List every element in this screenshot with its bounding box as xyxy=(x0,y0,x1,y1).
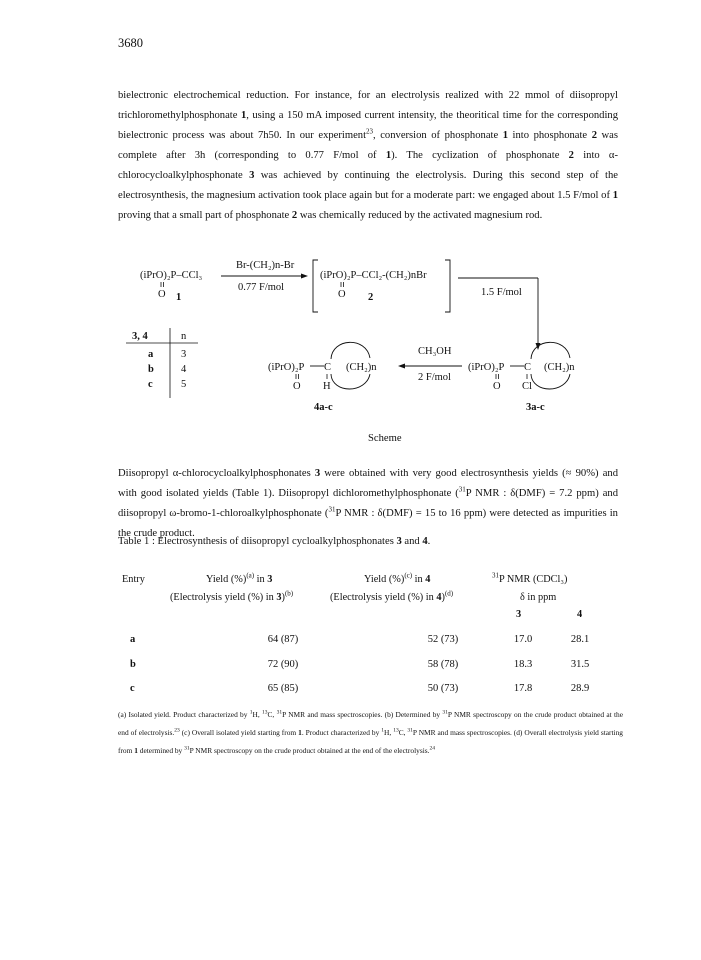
compound-3-label: 3a-c xyxy=(526,402,545,413)
text-span: (Electrolysis yield (%) in xyxy=(170,592,277,603)
compound-ref: 3 xyxy=(249,170,255,181)
isotope-superscript: 31 xyxy=(184,745,190,752)
footnote-mark: (c) xyxy=(404,571,413,580)
compound-3-carbon: C xyxy=(524,362,532,373)
compound-1-label: 1 xyxy=(176,292,182,303)
table-cell-entry: c xyxy=(130,683,135,694)
table-cell-nmr-3: 17.8 xyxy=(513,683,533,694)
ntable-header-n: n xyxy=(181,331,187,342)
compound-ref: 4 xyxy=(436,592,442,603)
reference-superscript: 23 xyxy=(174,727,180,734)
isotope-superscript: 31 xyxy=(407,727,413,734)
table-cell-yield-4: 58 (78) xyxy=(427,659,459,670)
condition-charge-2: 1.5 F/mol xyxy=(481,287,522,298)
text-span: P NMR spectroscopy on the crude product obtained at the end of electrolysis. xyxy=(118,710,623,737)
text-span: in xyxy=(412,574,426,585)
ntable-value-c: 5 xyxy=(181,379,187,390)
text-span: C, xyxy=(398,728,408,737)
compound-ref: 1 xyxy=(385,150,392,161)
isotope-superscript: 1 xyxy=(381,727,385,734)
isotope-superscript: 13 xyxy=(261,709,268,716)
paragraph-electrolysis-description xyxy=(118,86,618,226)
isotope-superscript: 1 xyxy=(249,709,253,716)
text-span: into phosphonate xyxy=(508,130,592,141)
text-span: P NMR : δ(DMF) = 7.2 ppm) and diisopropyl ω-bromo-1-chloroalkylphosphonate ( xyxy=(118,488,619,519)
footnote-mark: (b) xyxy=(284,589,294,598)
table-cell-entry: b xyxy=(130,659,136,670)
text-span: proving that a small part of phosphonate xyxy=(118,210,292,221)
compound-1-formula: (iPrO)₂P–CCl₃ xyxy=(140,270,203,281)
compound-ref: 1 xyxy=(240,110,247,121)
text-span: Table 1 : Electrosynthesis of diisopropyl cycloalkylphosphonates xyxy=(118,536,397,547)
text-span: were obtained with very good electrosynthesis yields (≈ 90%) and with good isolated yields (Table 1). Diisopropyl dichloromethylphosphonate ( xyxy=(118,468,618,499)
compound-4-ring-label: (CH₂)n xyxy=(346,362,377,373)
table-header-col-3: 3 xyxy=(516,609,522,620)
text-span: . Product characterized by xyxy=(301,728,382,737)
table-cell-nmr-4: 31.5 xyxy=(570,659,590,670)
compound-ref: 4 xyxy=(425,574,431,585)
table-header-entry: Entry xyxy=(122,574,145,585)
bracket-left xyxy=(313,260,318,312)
table-cell-yield-3: 65 (85) xyxy=(267,683,299,694)
table-header-col-4: 4 xyxy=(577,609,583,620)
paragraph-yields xyxy=(118,464,618,544)
compound-2-oxygen: O xyxy=(338,289,346,300)
text-span: H, xyxy=(384,728,394,737)
text-span: determined by xyxy=(137,746,185,755)
compound-ref: 3 xyxy=(276,592,282,603)
text-span: in xyxy=(254,574,268,585)
text-span: was chemically reduced by the activated magnesium rod. xyxy=(297,210,543,221)
table-header-yield-3 xyxy=(206,571,273,585)
compound-4-oxygen: O xyxy=(293,381,301,392)
text-span: P NMR and mass spectroscopies. (d) Overall electrolysis yield starting from xyxy=(118,728,623,755)
compound-ref: 4 xyxy=(422,536,428,547)
isotope-superscript: 31 xyxy=(276,709,283,716)
table-cell-nmr-3: 18.3 xyxy=(513,659,533,670)
text-span: P NMR and mass spectroscopies. (b) Determined by xyxy=(282,710,443,719)
compound-3-chlorine: Cl xyxy=(522,381,532,392)
table-cell-yield-3: 72 (90) xyxy=(267,659,299,670)
text-span: bielectronic electrochemical reduction. For instance, for an electrolysis realized with 22 mmol of diisopropyl trichloromethylphosphonate xyxy=(118,90,618,121)
compound-ref: 2 xyxy=(291,210,298,221)
ntable-value-a: 3 xyxy=(181,349,187,360)
condition-charge-1: 0.77 F/mol xyxy=(238,282,285,293)
isotope-superscript: 31 xyxy=(492,571,499,580)
table-footnotes xyxy=(118,706,623,760)
isotope-superscript: 31 xyxy=(442,709,448,716)
text-span: (Electrolysis yield (%) in xyxy=(330,592,437,603)
compound-3-ring-label: (CH₂)n xyxy=(544,362,575,373)
condition-charge-3: 2 F/mol xyxy=(418,372,451,383)
compound-ref: 3 xyxy=(314,468,321,479)
table-cell-yield-4: 50 (73) xyxy=(427,683,459,694)
isotope-superscript: 13 xyxy=(393,727,399,734)
compound-ref: 3 xyxy=(267,574,273,585)
text-span: ) xyxy=(281,592,285,603)
table-cell-nmr-3: 17.0 xyxy=(513,634,533,645)
text-span: Diisopropyl α-chlorocycloalkylphosphonates xyxy=(118,468,315,479)
scheme-caption: Scheme xyxy=(368,433,402,444)
page-number: 3680 xyxy=(118,36,143,50)
table-header-electrolysis-yield-3 xyxy=(170,589,294,603)
compound-3-left: (iPrO)₂P xyxy=(468,362,505,373)
compound-4-label: 4a-c xyxy=(314,402,333,413)
text-span: ) xyxy=(441,592,445,603)
text-span: (a) Isolated yield. Product characterized by xyxy=(118,710,250,719)
text-span: Yield (%) xyxy=(206,574,247,585)
compound-ref: 1 xyxy=(134,746,138,755)
reference-superscript: 24 xyxy=(429,745,435,752)
compound-2-formula: (iPrO)₂P–CCl₂-(CH₂)nBr xyxy=(320,270,427,281)
table-cell-nmr-4: 28.1 xyxy=(570,634,590,645)
text-span: P NMR spectroscopy on the crude product obtained at the end of the electrolysis. xyxy=(189,746,430,755)
reaction-scheme xyxy=(118,248,578,428)
compound-4-carbon: C xyxy=(324,362,332,373)
table-header-delta: δ in ppm xyxy=(520,592,557,603)
bracket-right xyxy=(445,260,450,312)
compound-4-left: (iPrO)₂P xyxy=(268,362,305,373)
text-span: , conversion of phosphonate xyxy=(373,130,503,141)
compound-2-label: 2 xyxy=(368,292,374,303)
isotope-superscript: 31 xyxy=(458,485,466,494)
compound-1-oxygen: O xyxy=(158,289,166,300)
table-cell-yield-3: 64 (87) xyxy=(267,634,299,645)
table-header-electrolysis-yield-4 xyxy=(330,589,454,603)
ntable-key-c: c xyxy=(148,379,153,390)
table-cell-nmr-4: 28.9 xyxy=(570,683,590,694)
text-span: was complete after 3h (corresponding to 0.77 F/mol of xyxy=(118,130,619,161)
text-span: , using a 150 mA imposed current intensity, the theoritical time for the corresponding bielectronic process was about 7h50. In our experiment xyxy=(118,110,618,141)
footnote-mark: (a) xyxy=(246,571,255,580)
reagent-methanol: CH₃OH xyxy=(418,346,452,357)
text-span: . xyxy=(427,536,431,547)
text-span: was achieved by continuing the electrolysis. During this second step of the electrosynthesis, the magnesium activation took place again but for a moderate part: we engaged about 1.5 F/mol of xyxy=(118,170,618,201)
text-span: and xyxy=(401,536,423,547)
compound-ref: 2 xyxy=(568,150,574,161)
text-span: H, xyxy=(252,710,262,719)
table-header-nmr xyxy=(492,571,568,585)
ntable-value-b: 4 xyxy=(181,364,187,375)
text-span: Yield (%) xyxy=(364,574,405,585)
text-span: into α-chlorocycloalkylphosphonate xyxy=(118,150,619,181)
ntable-header-compounds: 3, 4 xyxy=(132,331,148,342)
text-span: (c) Overall isolated yield starting from xyxy=(179,728,299,737)
table-cell-entry: a xyxy=(130,634,136,645)
text-span: ). The cyclization of phosphonate xyxy=(391,150,569,161)
compound-ref: 2 xyxy=(591,130,597,141)
compound-3-oxygen: O xyxy=(493,381,501,392)
compound-ref: 1 xyxy=(298,728,302,737)
compound-ref: 3 xyxy=(396,536,402,547)
reagent-dibromoalkane: Br-(CH₂)n-Br xyxy=(236,260,295,271)
table-header-yield-4 xyxy=(364,571,431,585)
compound-ref: 1 xyxy=(502,130,509,141)
table-title xyxy=(118,536,430,547)
compound-4-hydrogen: H xyxy=(323,381,331,392)
reference-superscript: 23 xyxy=(366,127,374,136)
ntable-key-a: a xyxy=(148,349,154,360)
text-span: C, xyxy=(267,710,277,719)
footnote-mark: (d) xyxy=(444,589,454,598)
ntable-key-b: b xyxy=(148,364,154,375)
text-span: P NMR (CDCl₃) xyxy=(499,574,568,585)
table-cell-yield-4: 52 (73) xyxy=(427,634,459,645)
isotope-superscript: 31 xyxy=(328,505,336,514)
compound-ref: 1 xyxy=(612,190,618,201)
text-span: P NMR : δ(DMF) = 15 to 16 ppm) were detected as impurities in the crude product. xyxy=(118,508,618,539)
